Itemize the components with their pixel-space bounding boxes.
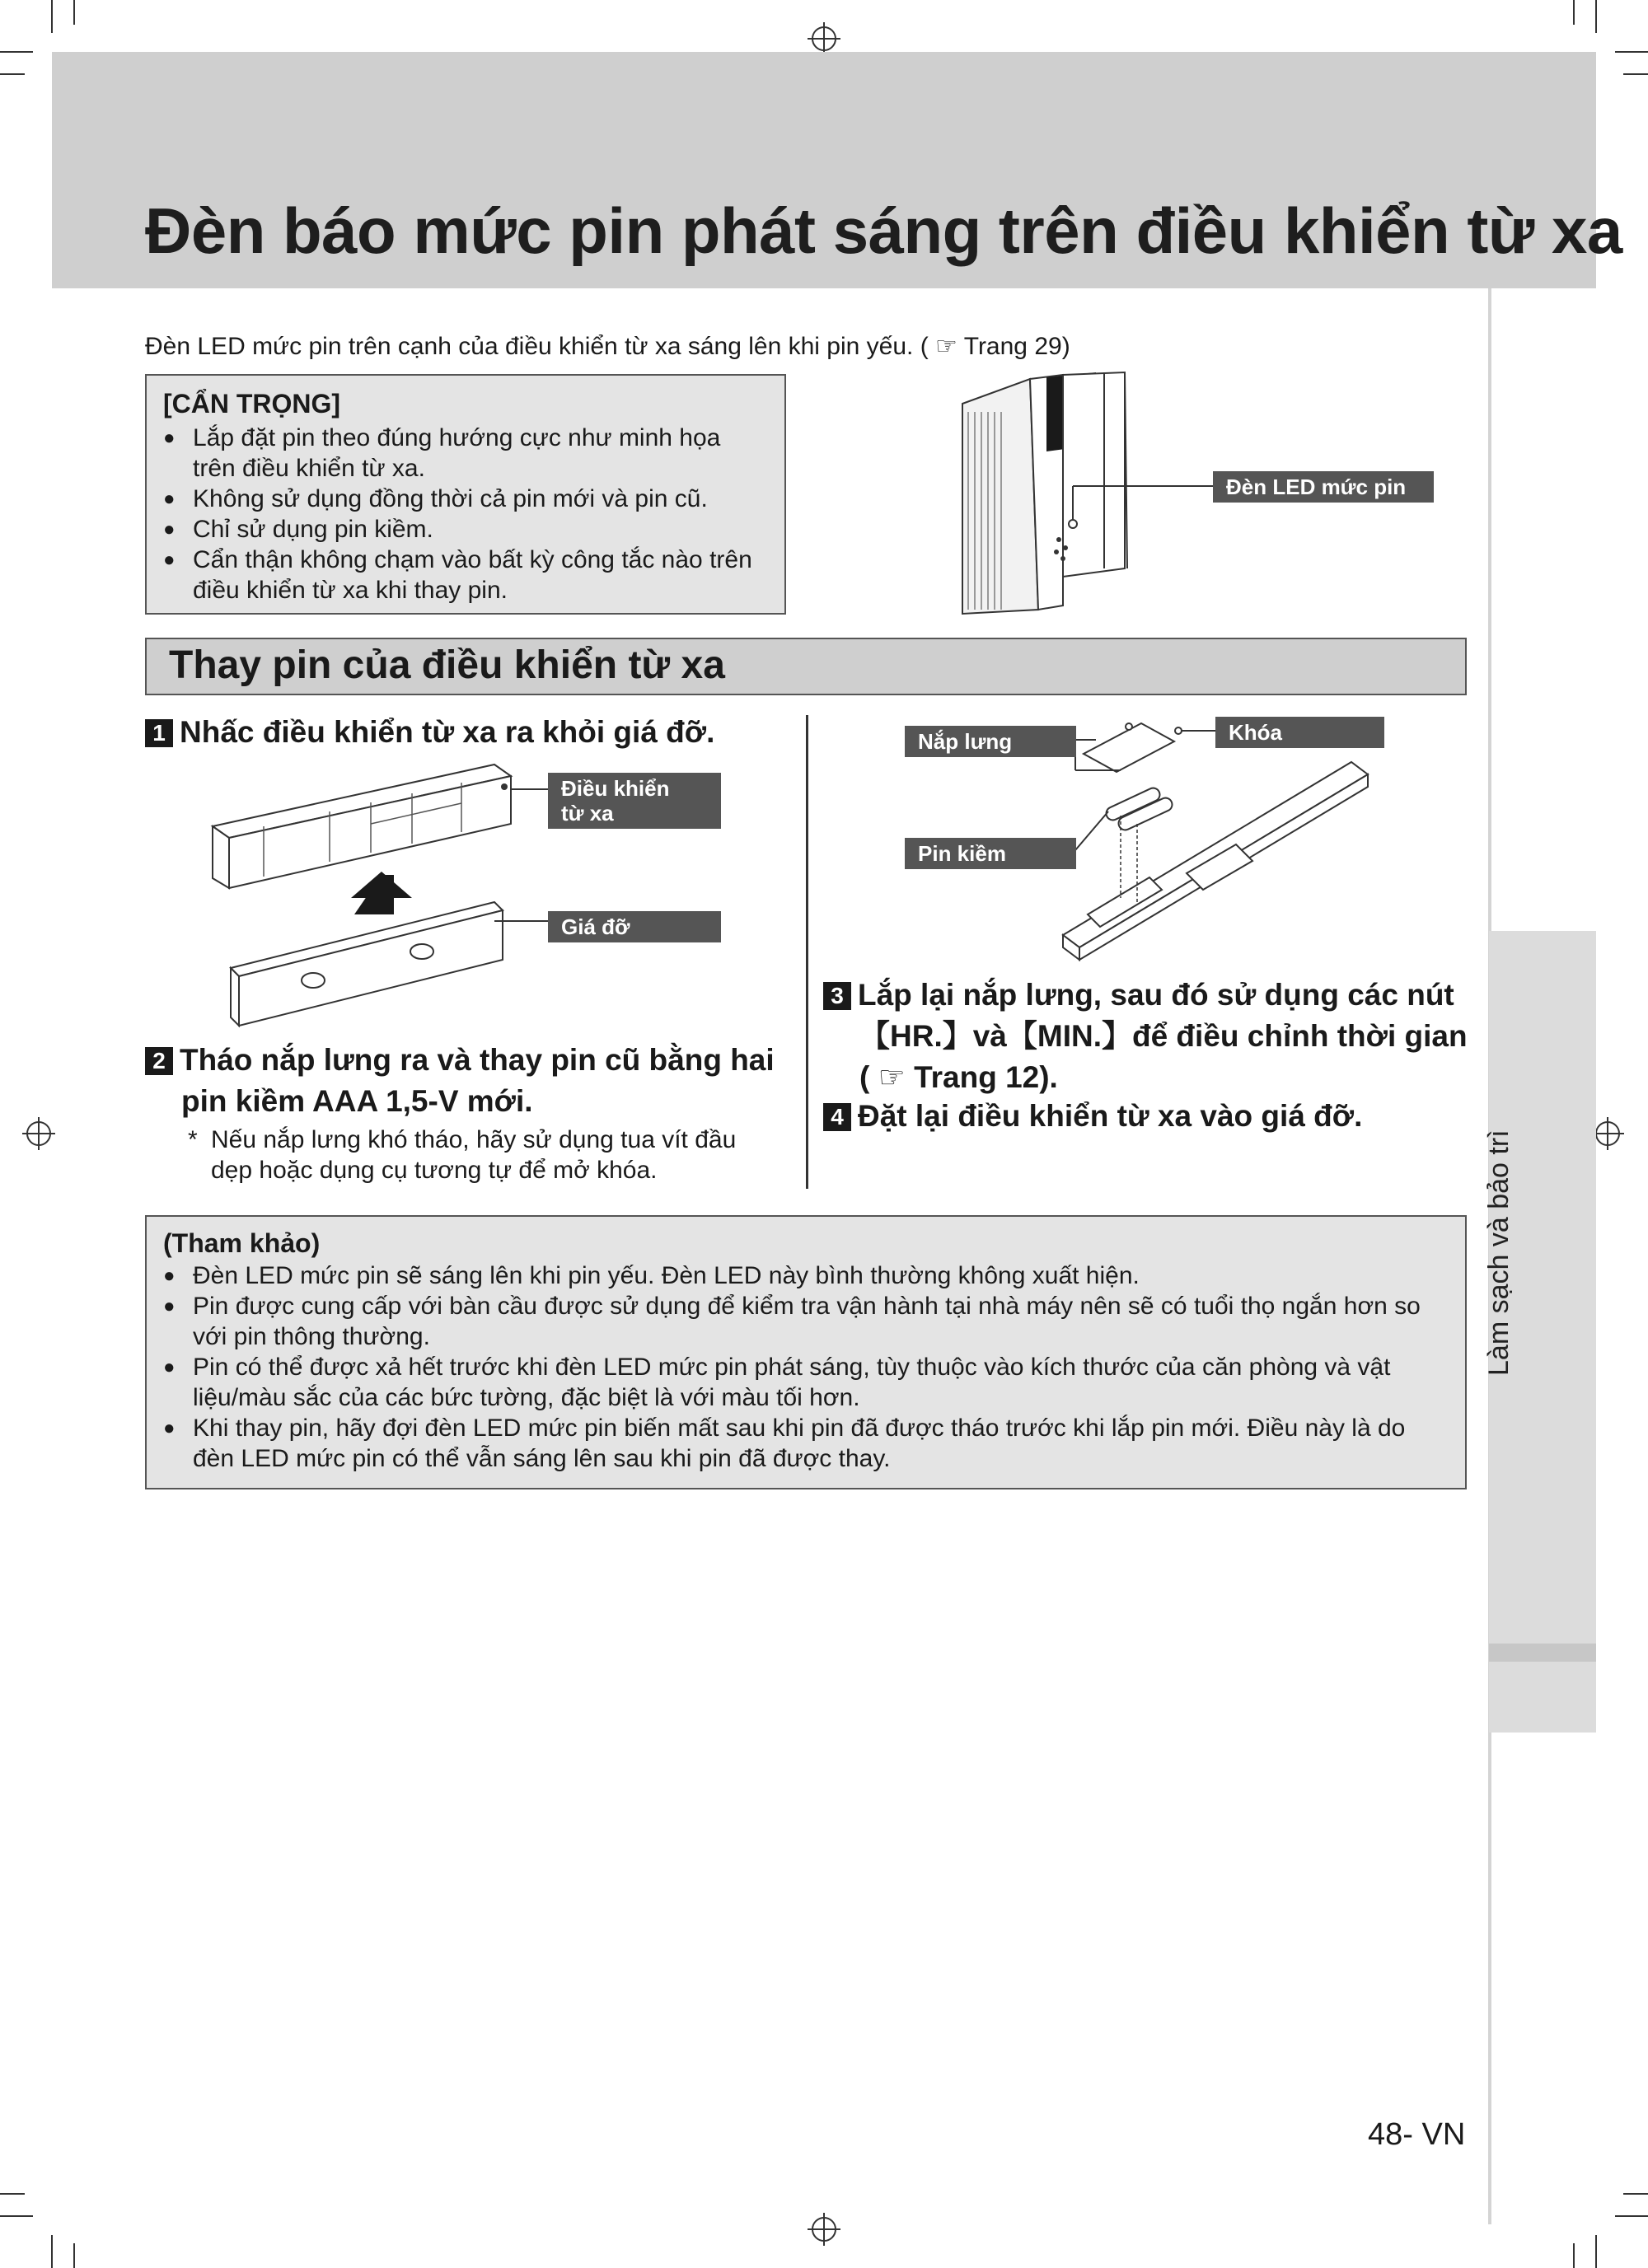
lock-label: Khóa bbox=[1215, 717, 1384, 748]
caution-item: ● Không sử dụng đồng thời cả pin mới và pin cũ. bbox=[163, 484, 768, 514]
pointing-hand-icon: ☞ bbox=[935, 333, 957, 360]
step-1: 1 Nhấc điều khiển từ xa ra khỏi giá đỡ. bbox=[145, 712, 714, 753]
led-label: Đèn LED mức pin bbox=[1213, 471, 1434, 503]
remote-label: Điều khiển từ xa bbox=[548, 773, 721, 829]
step-2: 2 Tháo nắp lưng ra và thay pin cũ bằng hai pin kiềm AAA 1,5-V mới. bbox=[145, 1040, 796, 1122]
intro-text: Đèn LED mức pin trên cạnh của điều khiển từ xa sáng lên khi pin yếu. ( ☞ Trang 29) bbox=[145, 333, 1070, 360]
step-number: 1 bbox=[145, 719, 173, 747]
reference-heading: (Tham khảo) bbox=[163, 1228, 321, 1258]
side-tab-label: Làm sạch và bảo trì bbox=[1483, 1129, 1515, 1376]
reference-box bbox=[145, 1215, 1467, 1489]
reference-item: ● Pin có thể được xả hết trước khi đèn LED mức pin phát sáng, tùy thuộc vào kích thước của căn phòng và vật liệu/màu sắc của các bức tường, đặc biệt là với màu tối hơn. bbox=[163, 1352, 1449, 1413]
reference-item: ● Pin được cung cấp với bàn cầu được sử dụng để kiểm tra vận hành tại nhà máy nên sẽ có tuổi thọ ngắn hơn so với pin thông thường. bbox=[163, 1291, 1449, 1352]
step-number: 4 bbox=[823, 1103, 851, 1131]
caution-heading: [CẨN TRỌNG] bbox=[163, 389, 341, 419]
caution-item: ● Chỉ sử dụng pin kiềm. bbox=[163, 514, 768, 545]
section-title: Thay pin của điều khiển từ xa bbox=[169, 643, 725, 687]
back-cover-label: Nắp lưng bbox=[905, 726, 1076, 757]
step-number: 3 bbox=[823, 982, 851, 1010]
reference-item: ● Khi thay pin, hãy đợi đèn LED mức pin biến mất sau khi pin đã được tháo trước khi lắp pin mới. Điều này là do đèn LED mức pin có thể vẫn sáng lên sau khi pin đã được thay. bbox=[163, 1413, 1449, 1474]
caution-item: ● Lắp đặt pin theo đúng hướng cực như minh họa trên điều khiển từ xa. bbox=[163, 423, 768, 484]
holder-label: Giá đỡ bbox=[548, 911, 721, 942]
step-4: 4 Đặt lại điều khiển từ xa vào giá đỡ. bbox=[823, 1096, 1362, 1137]
step-3: 3 Lắp lại nắp lưng, sau đó sử dụng các nút 【HR.】và【MIN.】để điều chỉnh thời gian ( ☞ Trang 12). bbox=[823, 975, 1474, 1098]
reference-item: ● Đèn LED mức pin sẽ sáng lên khi pin yếu. Đèn LED này bình thường không xuất hiện. bbox=[163, 1260, 1449, 1291]
step-2-note: * Nếu nắp lưng khó tháo, hãy sử dụng tua vít đầu dẹp hoặc dụng cụ tương tự để mở khóa. bbox=[188, 1126, 737, 1184]
page-title: Đèn báo mức pin phát sáng trên điều khiển từ xa bbox=[145, 194, 1622, 267]
pointing-hand-icon: ☞ bbox=[878, 1060, 906, 1094]
step-number: 2 bbox=[145, 1047, 173, 1075]
page-number: 48- VN bbox=[1368, 2117, 1466, 2152]
battery-label: Pin kiềm bbox=[905, 838, 1076, 869]
caution-item: ● Cẩn thận không chạm vào bất kỳ công tắc nào trên điều khiển từ xa khi thay pin. bbox=[163, 545, 768, 606]
